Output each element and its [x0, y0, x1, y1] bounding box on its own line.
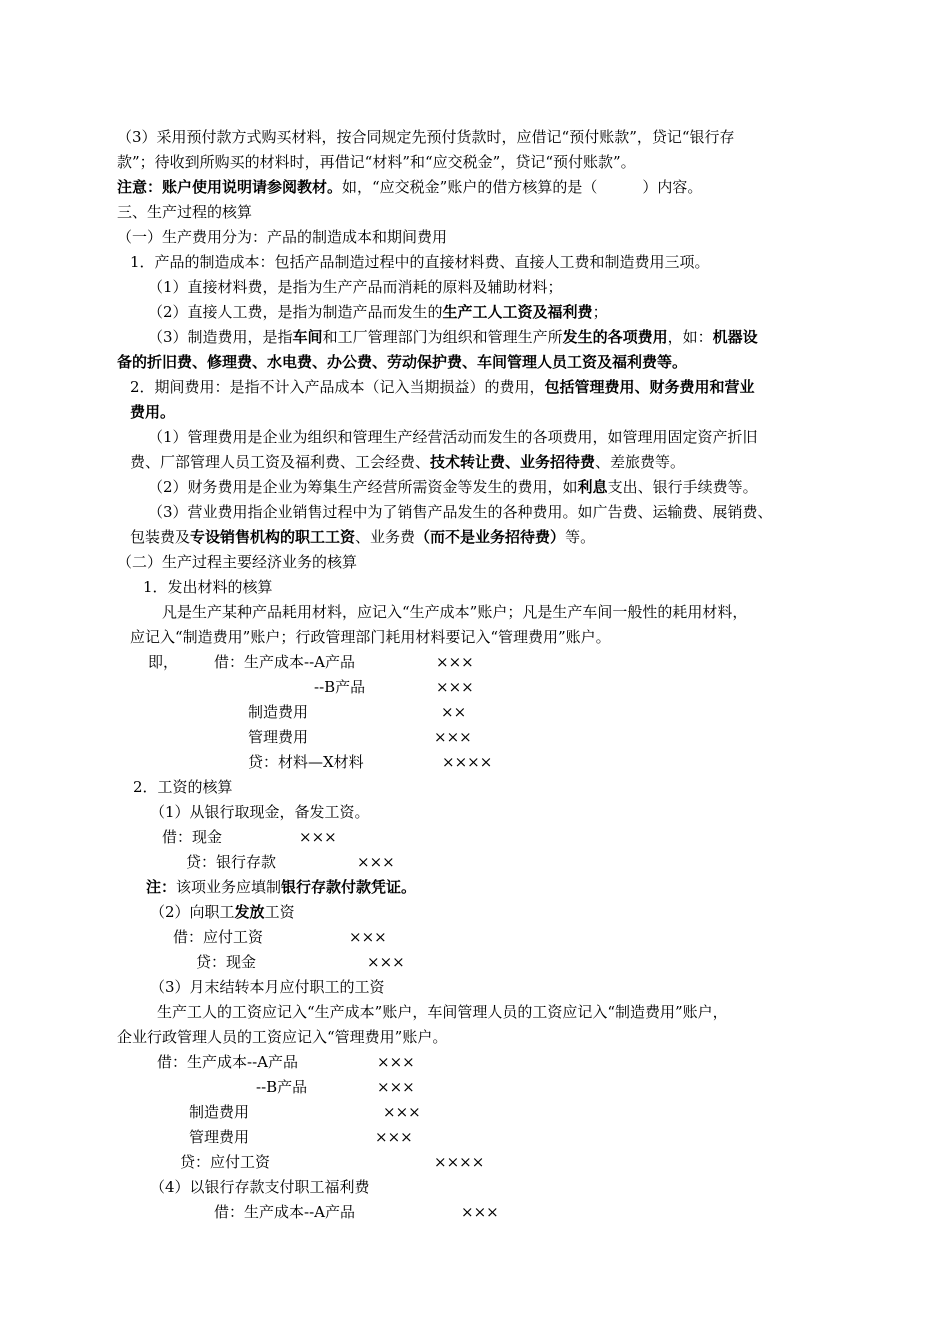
journal-line-label: 借：生产成本--A产品 [157, 1053, 298, 1071]
section-title-production: 三、生产过程的核算 [117, 203, 253, 221]
text-bold: 机器设 [712, 328, 758, 346]
text-bold: 利息 [577, 478, 608, 496]
subsection-title-transactions: （二）生产过程主要经济业务的核算 [117, 553, 358, 571]
item-direct-material: （1）直接材料费，是指为生产产品而消耗的原料及辅助材料； [148, 278, 563, 296]
note-text: 如，“应交税金”账户的借方核算的是（ ）内容。 [342, 178, 703, 196]
text-bold: 发生的各项费用 [562, 328, 668, 346]
journal-line-amount: ×××× [434, 1153, 485, 1171]
item-manufacturing-cost: 1．产品的制造成本：包括产品制造过程中的直接材料费、直接人工费和制造费用三项。 [130, 253, 710, 271]
journal-line-amount: ××× [436, 653, 474, 671]
text: 工资 [264, 903, 295, 921]
journal-line-label: --B产品 [256, 1078, 308, 1096]
journal-line-amount: ×× [441, 703, 467, 721]
text-bold: 专设销售机构的职工工资 [190, 528, 356, 546]
journal-line-amount: ××× [377, 1078, 415, 1096]
item-period-expenses-line2: 费用。 [130, 403, 176, 421]
text: 包装费及 [130, 528, 191, 546]
text: 支出、银行手续费等。 [607, 478, 758, 496]
subsection-title-costs: （一）生产费用分为：产品的制造成本和期间费用 [117, 228, 448, 246]
item-pay-wages [150, 902, 295, 922]
text: （2）直接人工费，是指为制造产品而发生的 [148, 303, 443, 321]
text-bold: 生产工人工资及福利费 [442, 303, 593, 321]
paragraph-wages-line2: 企业行政管理人员的工资应记入“管理费用”账户。 [117, 1028, 448, 1046]
text: 和工厂管理部门为组织和管理生产所 [322, 328, 563, 346]
note-bold: 注意：账户使用说明请参阅教材。 [117, 178, 343, 196]
text-bold: （而不是业务招待费） [415, 528, 566, 546]
journal-line-label: 制造费用 [248, 703, 309, 721]
journal-line-amount: ××× [349, 928, 387, 946]
paragraph-prepayment-line1: （3）采用预付款方式购买材料，按合同规定先预付货款时，应借记“预付账款”，贷记“银行存 [117, 128, 735, 146]
text: （3）制造费用，是指 [148, 328, 293, 346]
journal-line-label: 贷：银行存款 [186, 853, 277, 871]
journal-line-amount: ××× [375, 1128, 413, 1146]
item-pay-welfare: （4）以银行存款支付职工福利费 [150, 1178, 370, 1196]
text-bold: 包括管理费用、财务费用和营业 [544, 378, 755, 396]
text: 该项业务应填制 [176, 878, 282, 896]
text-bold: 发放 [234, 903, 265, 921]
item-period-expenses-line1 [130, 377, 755, 397]
journal-line-label: 借：现金 [162, 828, 223, 846]
text-bold: 注： [146, 878, 177, 896]
journal-line-amount: ××× [357, 853, 395, 871]
entry-prefix: 即， [148, 653, 179, 671]
heading-wages: 2．工资的核算 [133, 778, 233, 796]
item-admin-expense-line1: （1）管理费用是企业为组织和管理生产经营活动而发生的各项费用，如管理用固定资产折旧 [148, 428, 758, 446]
item-finance-expense [148, 477, 758, 497]
journal-line-label: 贷：现金 [196, 953, 257, 971]
text: 费、厂部管理人员工资及福利费、工会经费、 [130, 453, 431, 471]
paragraph-wages-line1: 生产工人的工资应记入“生产成本”账户，车间管理人员的工资应记入“制造费用”账户， [157, 1003, 728, 1021]
text: 、业务费 [355, 528, 416, 546]
journal-line-amount: ××× [299, 828, 337, 846]
journal-line-label: 借：应付工资 [173, 928, 264, 946]
journal-line-label: 管理费用 [248, 728, 309, 746]
journal-line-amount: ××× [377, 1053, 415, 1071]
note-account-usage [117, 177, 702, 197]
journal-line-label: 制造费用 [189, 1103, 250, 1121]
item-admin-expense-line2 [130, 452, 685, 472]
journal-line-amount: ××× [434, 728, 472, 746]
heading-material-issue: 1．发出材料的核算 [143, 578, 273, 596]
journal-line-amount: ××× [367, 953, 405, 971]
item-selling-expense-line1: （3）营业费用指企业销售过程中为了销售产品发生的各种费用。如广告费、运输费、展销费、 [148, 503, 773, 521]
item-manufacturing-overhead-line1 [148, 327, 758, 347]
item-direct-labor [148, 302, 608, 322]
journal-line-label: 借：生产成本--A产品 [214, 1203, 355, 1221]
text: ，如： [667, 328, 713, 346]
text-bold: 银行存款付款凭证。 [281, 878, 417, 896]
journal-line-amount: ××× [383, 1103, 421, 1121]
journal-line-amount: ×××× [442, 753, 493, 771]
text-bold: 技术转让费、业务招待费 [430, 453, 596, 471]
journal-line-label: 借：生产成本--A产品 [214, 653, 355, 671]
item-withdraw-cash: （1）从银行取现金，备发工资。 [150, 803, 370, 821]
journal-line-label: 贷：应付工资 [180, 1153, 271, 1171]
journal-line-label: 贷：材料—X材料 [248, 753, 364, 771]
text: （2）财务费用是企业为筹集生产经营所需资金等发生的费用，如 [148, 478, 578, 496]
paragraph-material-line1: 凡是生产某种产品耗用材料，应记入“生产成本”账户；凡是生产车间一般性的耗用材料， [162, 603, 748, 621]
text: （2）向职工 [150, 903, 235, 921]
item-transfer-wages: （3）月末结转本月应付职工的工资 [150, 978, 385, 996]
item-manufacturing-overhead-line2: 备的折旧费、修理费、水电费、办公费、劳动保护费、车间管理人员工资及福利费等。 [117, 353, 688, 371]
text: 2．期间费用：是指不计入产品成本（记入当期损益）的费用， [130, 378, 545, 396]
paragraph-material-line2: 应记入“制造费用”账户；行政管理部门耗用材料要记入“管理费用”账户。 [130, 628, 611, 646]
journal-line-label: 管理费用 [189, 1128, 250, 1146]
journal-line-amount: ××× [436, 678, 474, 696]
note-voucher [146, 877, 416, 897]
journal-line-amount: ××× [461, 1203, 499, 1221]
text: ； [592, 303, 608, 321]
text-bold: 车间 [292, 328, 323, 346]
journal-line-label: --B产品 [314, 678, 366, 696]
paragraph-prepayment-line2: 款”；待收到所购买的材料时，再借记“材料”和“应交税金”，贷记“预付账款”。 [117, 153, 636, 171]
text: 等。 [565, 528, 596, 546]
item-selling-expense-line2 [130, 527, 595, 547]
text: 、差旅费等。 [595, 453, 686, 471]
